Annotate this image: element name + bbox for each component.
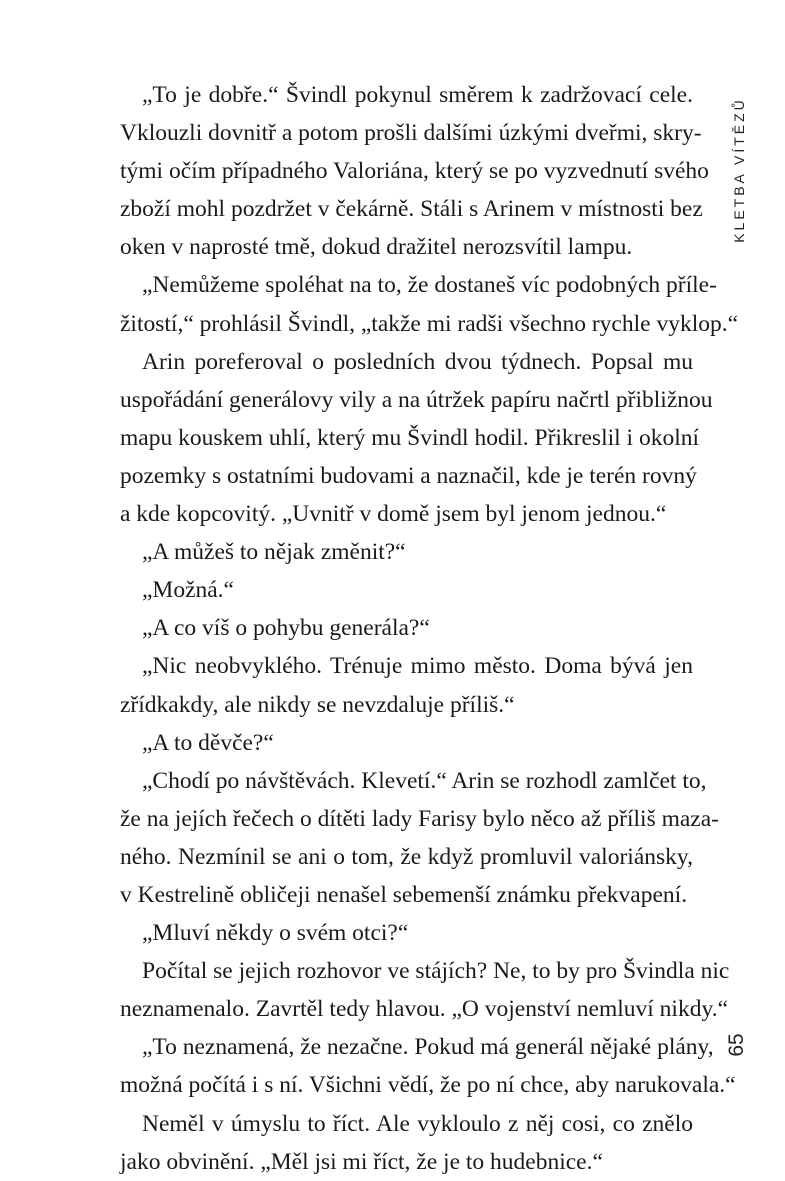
page-number-text: 65 — [725, 1033, 748, 1057]
text-line: ného. Nezmínil se ani o tom, že když promluvil valoriánsky, — [120, 843, 693, 870]
text-line: a kde kopcovitý. „Uvnitř v domě jsem byl jenom jednou.“ — [120, 501, 667, 528]
running-header-title: KLETBA VÍTĚZŮ — [731, 97, 747, 243]
text-line: „To neznamená, že nezačne. Pokud má generál nějaké plány, — [142, 1034, 714, 1061]
text-line: „Možná.“ — [142, 577, 234, 604]
text-line: Neměl v úmyslu to říct. Ale vykloulo z něj cosi, co znělo — [142, 1110, 693, 1137]
text-line: tými očím případného Valoriána, který se po vyzvednutí svého — [120, 158, 709, 185]
text-line: že na jejích řečech o dítěti lady Farisy bylo něco až příliš maza- — [120, 805, 719, 832]
text-line: „Nemůžeme spoléhat na to, že dostaneš víc podobných příle- — [142, 272, 717, 299]
text-line: zboží mohl pozdržet v čekárně. Stáli s Arinem v místnosti bez — [120, 196, 703, 223]
text-line: neznamenalo. Zavrtěl tedy hlavou. „O vojenství nemluví nikdy.“ — [120, 996, 728, 1023]
page-number — [722, 1030, 752, 1060]
text-line: „Nic neobvyklého. Trénuje mimo město. Doma bývá jen — [142, 653, 693, 680]
text-line: „A můžeš to nějak změnit?“ — [142, 539, 406, 566]
text-line: Vklouzli dovnitř a potom prošli dalšími úzkými dveřmi, skry- — [120, 120, 702, 147]
text-line: uspořádání generálovy vily a na útržek papíru načrtl přibližnou — [120, 386, 713, 413]
text-line: v Kestrelině obličeji nenašel sebemenší známku překvapení. — [120, 881, 688, 908]
text-line: pozemky s ostatními budovami a naznačil, kde je terén rovný — [120, 462, 697, 489]
text-line: mapu kouskem uhlí, který mu Švindl hodil. Přikreslil i okolní — [120, 424, 699, 451]
running-header — [727, 70, 751, 270]
text-line: „To je dobře.“ Švindl pokynul směrem k zadržovací cele. — [142, 82, 693, 108]
text-line: Arin poreferoval o posledních dvou týdnech. Popsal mu — [142, 348, 693, 375]
text-line: „A co víš o pohybu generála?“ — [142, 615, 430, 642]
text-line: „Chodí po návštěvách. Klevetí.“ Arin se rozhodl zamlčet to, — [142, 767, 707, 794]
text-line: žitostí,“ prohlásil Švindl, „takže mi radši všechno rychle vyklop.“ — [120, 310, 739, 337]
text-line: možná počítá i s ní. Všichni vědí, že po ní chce, aby narukovala.“ — [120, 1072, 736, 1099]
text-line: jako obvinění. „Měl jsi mi říct, že je to hudebnice.“ — [120, 1148, 603, 1175]
text-line: „A to děvče?“ — [142, 729, 274, 756]
text-line: oken v naprosté tmě, dokud dražitel nerozsvítil lampu. — [120, 234, 633, 261]
text-line: Počítal se jejich rozhovor ve stájích? Ne, to by pro Švindla nic — [142, 958, 730, 985]
text-line: „Mluví někdy o svém otci?“ — [142, 920, 409, 947]
text-line: zřídkakdy, ale nikdy se nevzdaluje příliš.“ — [120, 691, 515, 718]
